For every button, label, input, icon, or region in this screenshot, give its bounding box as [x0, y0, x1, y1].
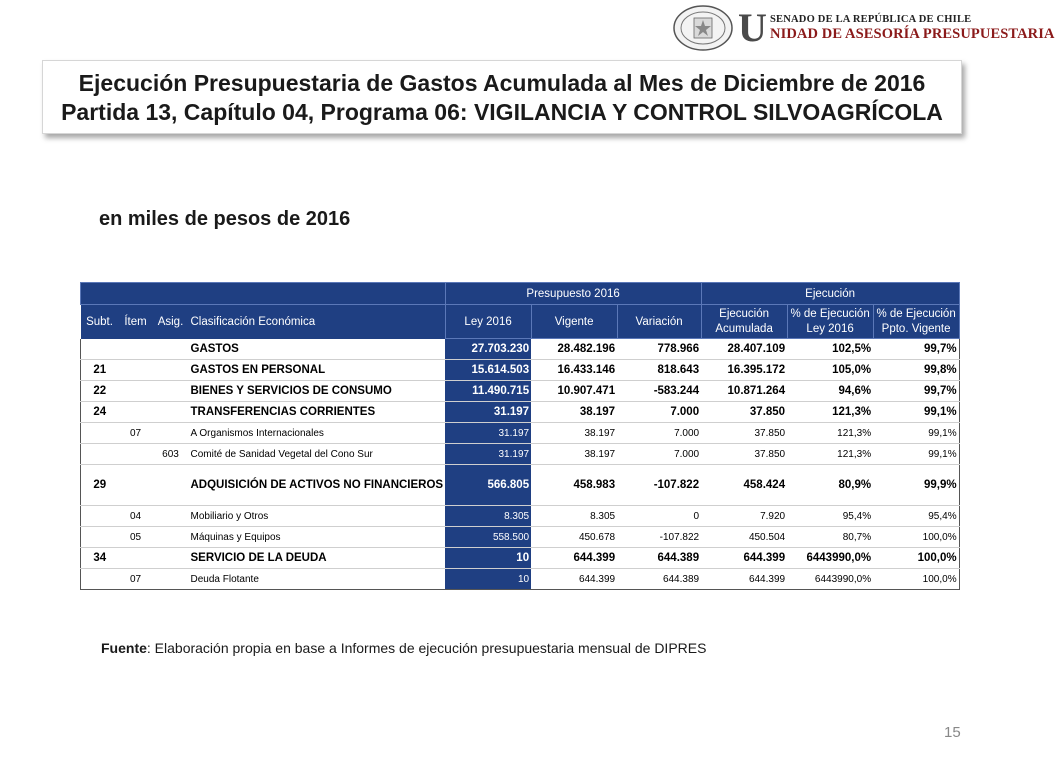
cell-ley: 8.305	[445, 506, 531, 527]
cell-ejec: 458.424	[701, 465, 787, 506]
col-pct-vigente-line1: % de Ejecución	[876, 307, 956, 320]
cell-pct-ley: 94,6%	[787, 381, 873, 402]
brand-senado-text: SENADO DE LA REPÚBLICA DE CHILE	[770, 14, 972, 25]
cell-asig	[153, 402, 189, 423]
cell-desc: TRANSFERENCIAS CORRIENTES	[189, 402, 446, 423]
cell-variacion: 644.389	[617, 548, 701, 569]
cell-variacion: -107.822	[617, 527, 701, 548]
cell-variacion: -107.822	[617, 465, 701, 506]
source-text: : Elaboración propia en base a Informes de ejecución presupuestaria mensual de DIPRES	[146, 640, 707, 656]
cell-asig	[153, 339, 189, 360]
cell-vigente: 450.678	[531, 527, 617, 548]
cell-subt	[81, 444, 119, 465]
cell-vigente: 458.983	[531, 465, 617, 506]
col-variacion: Variación	[617, 305, 701, 339]
cell-ley: 10	[445, 548, 531, 569]
cell-vigente: 28.482.196	[531, 339, 617, 360]
cell-subt	[81, 339, 119, 360]
table-row	[81, 360, 960, 381]
cell-pct-vig: 95,4%	[873, 506, 959, 527]
col-pct-vigente-line2: Ppto. Vigente	[881, 322, 951, 335]
budget-table	[80, 282, 960, 590]
cell-ejec: 37.850	[701, 423, 787, 444]
cell-item	[119, 465, 153, 506]
col-ejec-acumulada-line1: Ejecución	[719, 307, 770, 320]
cell-ley: 15.614.503	[445, 360, 531, 381]
cell-pct-vig: 99,1%	[873, 423, 959, 444]
col-item: Ítem	[119, 305, 153, 339]
cell-asig	[153, 506, 189, 527]
cell-desc: SERVICIO DE LA DEUDA	[189, 548, 446, 569]
cell-vigente: 644.399	[531, 548, 617, 569]
cell-subt	[81, 423, 119, 444]
cell-pct-ley: 105,0%	[787, 360, 873, 381]
source-note	[101, 640, 706, 656]
cell-ley: 31.197	[445, 402, 531, 423]
cell-pct-ley: 80,9%	[787, 465, 873, 506]
cell-variacion: 778.966	[617, 339, 701, 360]
cell-desc: A Organismos Internacionales	[189, 423, 446, 444]
cell-subt: 34	[81, 548, 119, 569]
header-ejecucion: Ejecución	[701, 283, 959, 305]
page-subtitle-program: Partida 13, Capítulo 04, Programa 06: VIGILANCIA Y CONTROL SILVOAGRÍCOLA	[61, 99, 943, 125]
cell-asig	[153, 527, 189, 548]
cell-ley: 31.197	[445, 444, 531, 465]
col-vigente: Vigente	[531, 305, 617, 339]
cell-item: 05	[119, 527, 153, 548]
cell-vigente: 10.907.471	[531, 381, 617, 402]
cell-asig	[153, 548, 189, 569]
header-blank	[81, 283, 446, 305]
cell-pct-ley: 102,5%	[787, 339, 873, 360]
cell-vigente: 16.433.146	[531, 360, 617, 381]
cell-subt: 24	[81, 402, 119, 423]
cell-ejec: 7.920	[701, 506, 787, 527]
cell-item	[119, 402, 153, 423]
cell-pct-vig: 100,0%	[873, 548, 959, 569]
table-row	[81, 402, 960, 423]
cell-item	[119, 444, 153, 465]
brand-initial: U	[738, 5, 767, 50]
cell-subt: 21	[81, 360, 119, 381]
cell-pct-vig: 99,1%	[873, 444, 959, 465]
cell-asig	[153, 381, 189, 402]
page-number: 15	[944, 724, 961, 741]
cell-asig	[153, 423, 189, 444]
cell-asig	[153, 569, 189, 590]
cell-desc: BIENES Y SERVICIOS DE CONSUMO	[189, 381, 446, 402]
col-pct-ley-line2: Ley 2016	[806, 322, 854, 335]
cell-vigente: 644.399	[531, 569, 617, 590]
cell-desc: Comité de Sanidad Vegetal del Cono Sur	[189, 444, 446, 465]
brand-unidad-text: NIDAD DE ASESORÍA PRESUPUESTARIA	[770, 26, 1055, 42]
cell-pct-vig: 100,0%	[873, 569, 959, 590]
cell-desc: Mobiliario y Otros	[189, 506, 446, 527]
cell-variacion: 818.643	[617, 360, 701, 381]
col-asig: Asig.	[153, 305, 189, 339]
col-ejec-acumulada	[701, 305, 787, 339]
cell-ley: 566.805	[445, 465, 531, 506]
senado-seal-icon	[672, 4, 734, 52]
title-box	[42, 60, 962, 134]
cell-pct-vig: 99,9%	[873, 465, 959, 506]
cell-ley: 558.500	[445, 527, 531, 548]
cell-ejec: 37.850	[701, 444, 787, 465]
cell-subt	[81, 506, 119, 527]
cell-variacion: 7.000	[617, 423, 701, 444]
cell-ejec: 28.407.109	[701, 339, 787, 360]
cell-ejec: 16.395.172	[701, 360, 787, 381]
col-pct-vigente	[873, 305, 959, 339]
cell-subt: 29	[81, 465, 119, 506]
cell-item: 04	[119, 506, 153, 527]
cell-ley: 11.490.715	[445, 381, 531, 402]
cell-subt	[81, 527, 119, 548]
cell-item	[119, 381, 153, 402]
cell-asig	[153, 465, 189, 506]
cell-item	[119, 339, 153, 360]
cell-vigente: 38.197	[531, 423, 617, 444]
table-row	[81, 339, 960, 360]
cell-item	[119, 548, 153, 569]
cell-desc: GASTOS	[189, 339, 446, 360]
cell-item	[119, 360, 153, 381]
cell-asig: 603	[153, 444, 189, 465]
table-row	[81, 444, 960, 465]
cell-pct-vig: 99,7%	[873, 339, 959, 360]
table-row	[81, 465, 960, 506]
page-title: Ejecución Presupuestaria de Gastos Acumulada al Mes de Diciembre de 2016	[78, 70, 926, 96]
col-subt: Subt.	[81, 305, 119, 339]
cell-desc: Deuda Flotante	[189, 569, 446, 590]
cell-pct-ley: 121,3%	[787, 402, 873, 423]
table-row	[81, 423, 960, 444]
cell-desc: GASTOS EN PERSONAL	[189, 360, 446, 381]
cell-pct-ley: 95,4%	[787, 506, 873, 527]
cell-pct-ley: 6443990,0%	[787, 569, 873, 590]
cell-pct-ley: 80,7%	[787, 527, 873, 548]
cell-ejec: 37.850	[701, 402, 787, 423]
senado-logo	[672, 4, 1055, 54]
cell-desc: ADQUISICIÓN DE ACTIVOS NO FINANCIEROS	[189, 465, 446, 506]
cell-subt: 22	[81, 381, 119, 402]
table-row	[81, 506, 960, 527]
table-row	[81, 548, 960, 569]
cell-pct-ley: 6443990,0%	[787, 548, 873, 569]
col-pct-ley-line1: % de Ejecución	[790, 307, 870, 320]
table-row	[81, 569, 960, 590]
cell-variacion: 7.000	[617, 444, 701, 465]
units-caption: en miles de pesos de 2016	[99, 208, 351, 230]
cell-variacion: 0	[617, 506, 701, 527]
cell-ley: 31.197	[445, 423, 531, 444]
source-label: Fuente	[101, 640, 147, 656]
cell-ley: 27.703.230	[445, 339, 531, 360]
cell-ejec: 10.871.264	[701, 381, 787, 402]
cell-pct-vig: 99,7%	[873, 381, 959, 402]
col-ejec-acumulada-line2: Acumulada	[715, 322, 773, 335]
table-row	[81, 381, 960, 402]
col-clasificacion: Clasificación Económica	[189, 305, 446, 339]
col-ley: Ley 2016	[445, 305, 531, 339]
cell-ejec: 644.399	[701, 569, 787, 590]
cell-desc: Máquinas y Equipos	[189, 527, 446, 548]
cell-vigente: 38.197	[531, 402, 617, 423]
cell-vigente: 38.197	[531, 444, 617, 465]
cell-pct-vig: 99,1%	[873, 402, 959, 423]
cell-asig	[153, 360, 189, 381]
cell-variacion: -583.244	[617, 381, 701, 402]
cell-item: 07	[119, 569, 153, 590]
cell-ejec: 450.504	[701, 527, 787, 548]
cell-pct-vig: 100,0%	[873, 527, 959, 548]
header-presupuesto: Presupuesto 2016	[445, 283, 701, 305]
cell-subt	[81, 569, 119, 590]
cell-item: 07	[119, 423, 153, 444]
cell-ejec: 644.399	[701, 548, 787, 569]
cell-vigente: 8.305	[531, 506, 617, 527]
cell-pct-vig: 99,8%	[873, 360, 959, 381]
col-pct-ley	[787, 305, 873, 339]
cell-variacion: 7.000	[617, 402, 701, 423]
cell-variacion: 644.389	[617, 569, 701, 590]
table-row	[81, 527, 960, 548]
cell-pct-ley: 121,3%	[787, 423, 873, 444]
cell-ley: 10	[445, 569, 531, 590]
cell-pct-ley: 121,3%	[787, 444, 873, 465]
